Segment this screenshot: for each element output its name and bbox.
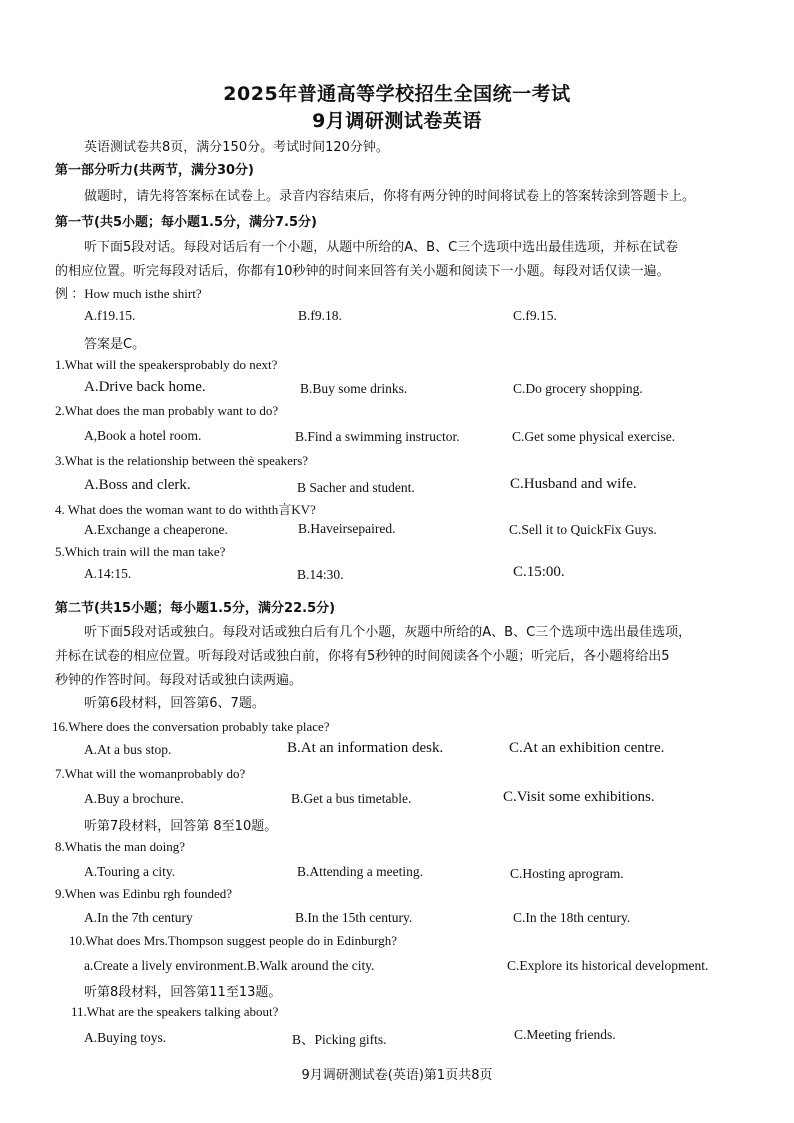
question-1-option-a: A.Drive back home. xyxy=(84,379,206,395)
question-11-option-c: C.Meeting friends. xyxy=(514,1027,616,1042)
material-7-note: 听第7段材料，回答第 8至10题。 xyxy=(84,819,278,834)
question-8: 8.Whatis the man doing? xyxy=(55,839,185,854)
question-10-option-c: C.Explore its historical development. xyxy=(507,958,709,973)
question-2: 2.What does the man probably want to do? xyxy=(55,403,279,418)
section1-directions-line2: 的相应位置。听完每段对话后，你都有10秒钟的时间来回答有关小题和阅读下一小题。每段对话仅读一遍。 xyxy=(55,264,670,279)
question-4-option-b: B.Haveirsepaired. xyxy=(298,521,396,536)
question-7: 7.What will the womanprobably do? xyxy=(55,766,246,781)
example-option-c: C.f9.15. xyxy=(513,308,557,323)
section2-heading: 第二节(共15小题；每小题1.5分，满分22.5分) xyxy=(55,601,336,616)
question-5-option-a: A.14:15. xyxy=(84,566,132,581)
example-option-b: B.f9.18. xyxy=(298,308,342,323)
question-2-option-c: C.Get some physical exercise. xyxy=(512,429,676,444)
example-question: 例 ：How much isthe shirt? xyxy=(55,286,202,301)
section2-directions-line1: 听下面5段对话或独白。每段对话或独白后有几个小题，灰题中所给的A、B、C三个选项中选出最佳选项， xyxy=(84,625,692,640)
part1-heading: 第一部分听力(共两节，满分30分) xyxy=(55,163,254,178)
question-2-option-a: A,Book a hotel room. xyxy=(84,428,202,443)
exam-subtitle: 9月调研测试卷英语 xyxy=(312,110,482,132)
question-11-option-a: A.Buying toys. xyxy=(84,1030,167,1045)
question-3-option-c: C.Husband and wife. xyxy=(510,476,637,492)
material-8-note: 听第8段材料，回答第11至13题。 xyxy=(84,985,282,1000)
part1-instruction: 做题时，请先将答案标在试卷上。录音内容结束后，你将有两分钟的时间将试卷上的答案转涂到答题卡上。 xyxy=(84,189,696,204)
question-7-option-b: B.Get a bus timetable. xyxy=(291,791,412,806)
question-9-option-c: C.In the 18th century. xyxy=(513,910,631,925)
question-4-option-a: A.Exchange a cheaperone. xyxy=(84,522,228,537)
example-answer: 答案是C。 xyxy=(84,337,146,352)
question-10: 10.What does Mrs.Thompson suggest people do in Edinburgh? xyxy=(69,933,397,948)
material-6-note: 听第6段材料，回答第6、7题。 xyxy=(84,696,265,711)
exam-title: 2025年普通高等学校招生全国统一考试 xyxy=(223,83,571,105)
question-1: 1.What will the speakersprobably do next? xyxy=(55,357,278,372)
question-8-option-c: C.Hosting aprogram. xyxy=(510,866,624,881)
section2-directions-line2: 并标在试卷的相应位置。听每段对话或独白前，你将有5秒钟的时间阅读各个小题；听完后，各小题将给出5 xyxy=(55,649,670,664)
exam-intro: 英语测试卷共8页，满分150分。考试时间120分钟。 xyxy=(84,140,389,155)
question-4-option-c: C.Sell it to QuickFix Guys. xyxy=(509,522,657,537)
question-3-option-a: A.Boss and clerk. xyxy=(84,477,191,493)
question-8-option-a: A.Touring a city. xyxy=(84,864,176,879)
question-1-option-c: C.Do grocery shopping. xyxy=(513,381,643,396)
section1-directions-line1: 听下面5段对话。每段对话后有一个小题，从题中所给的A、B、C三个选项中选出最佳选项，并标在试卷 xyxy=(84,240,679,255)
question-16: 16.Where does the conversation probably take place? xyxy=(52,719,330,734)
question-16-option-b: B.At an information desk. xyxy=(287,740,444,756)
question-1-option-b: B.Buy some drinks. xyxy=(300,381,408,396)
question-5-option-b: B.14:30. xyxy=(297,567,344,582)
question-16-option-a: A.At a bus stop. xyxy=(84,742,172,757)
question-10-option-a-b: a.Create a lively environment.B.Walk around the city. xyxy=(84,958,375,973)
question-3: 3.What is the relationship between thè speakers? xyxy=(55,453,309,468)
question-9-option-a: A.In the 7th century xyxy=(84,910,193,925)
question-8-option-b: B.Attending a meeting. xyxy=(297,864,423,879)
question-16-option-c: C.At an exhibition centre. xyxy=(509,740,665,756)
question-3-option-b: B Sacher and student. xyxy=(297,480,415,495)
question-5-option-c: C.15:00. xyxy=(513,564,565,580)
question-9-option-b: B.In the 15th century. xyxy=(295,910,413,925)
example-option-a: A.f19.15. xyxy=(84,308,136,323)
question-11-option-b: B、Picking gifts. xyxy=(292,1032,387,1047)
question-9: 9.When was Edinbu rgh founded? xyxy=(55,886,233,901)
question-2-option-b: B.Find a swimming instructor. xyxy=(295,429,460,444)
page-footer: 9月调研测试卷(英语)第1页共8页 xyxy=(301,1068,493,1083)
question-4: 4. What does the woman want to do withth言KV? xyxy=(55,502,316,517)
section1-heading: 第一节(共5小题；每小题1.5分，满分7.5分) xyxy=(55,215,317,230)
question-11: 11.What are the speakers talking about? xyxy=(71,1004,279,1019)
question-5: 5.Which train will the man take? xyxy=(55,544,226,559)
section2-directions-line3: 秒钟的作答时间。每段对话或独白读两遍。 xyxy=(55,673,303,688)
question-7-option-a: A.Buy a brochure. xyxy=(84,791,184,806)
question-7-option-c: C.Visit some exhibitions. xyxy=(503,789,655,805)
